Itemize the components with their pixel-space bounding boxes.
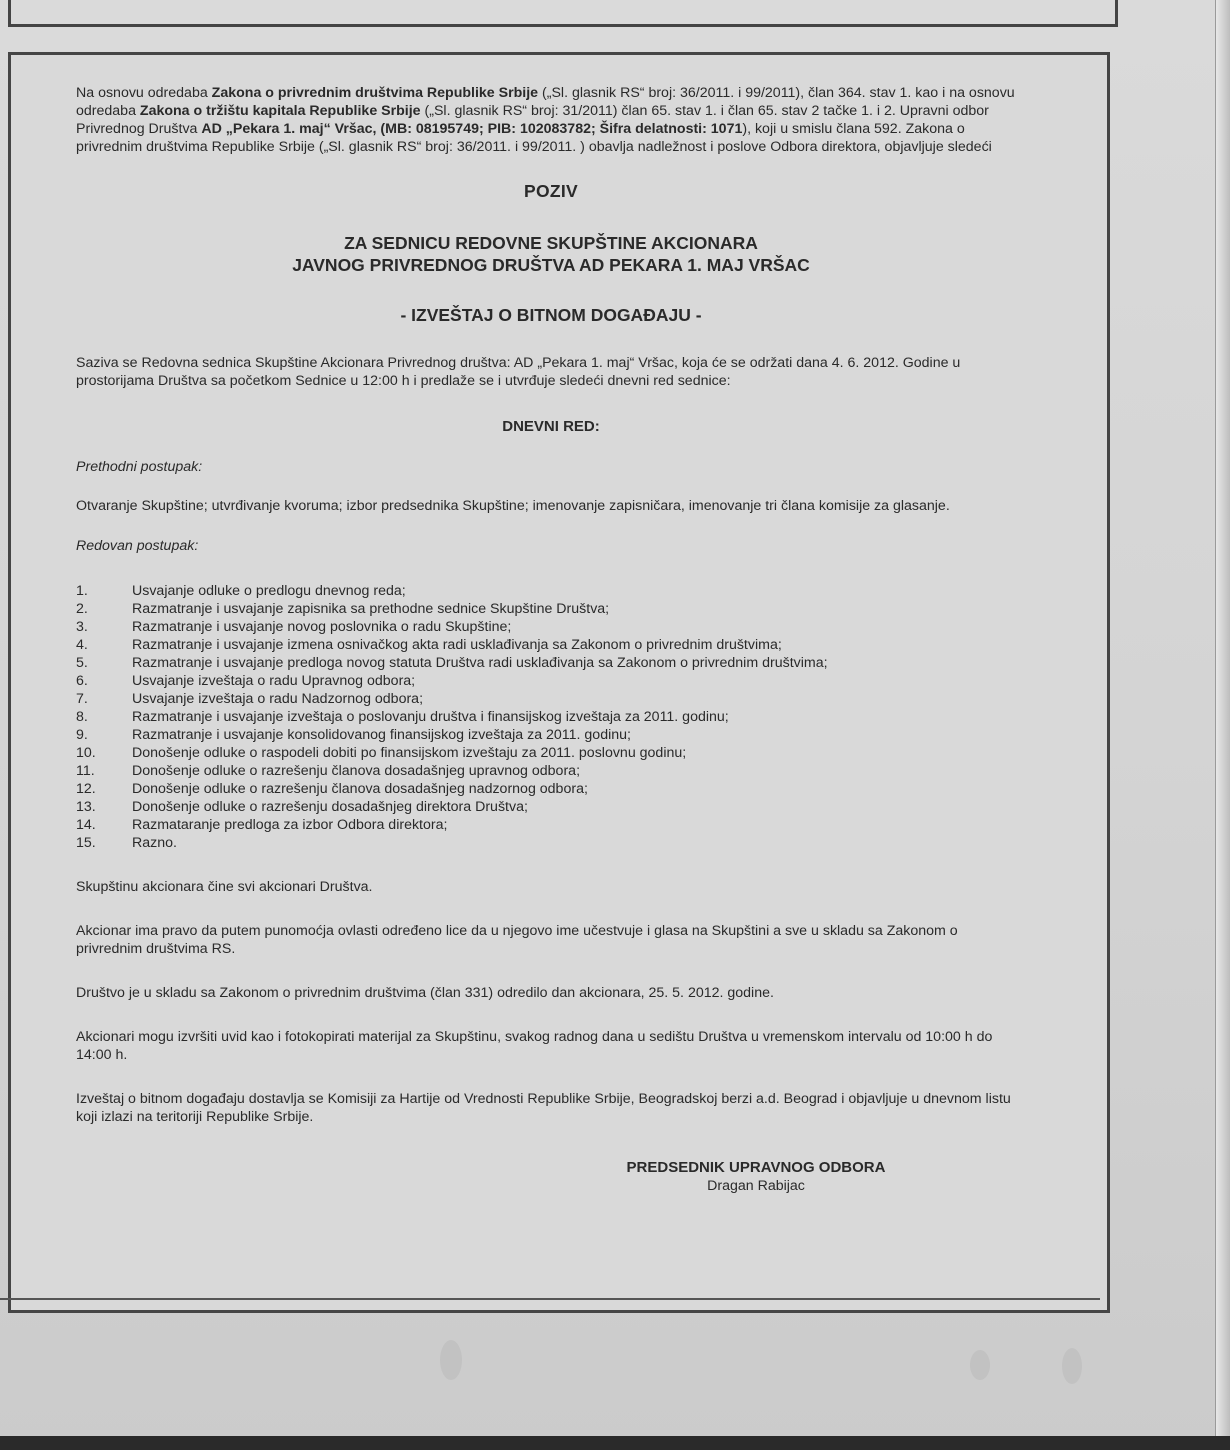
agenda-item — [76, 816, 1026, 834]
agenda-item — [76, 600, 1026, 618]
agenda-item-text: Razmatranje i usvajanje izmena osnivačkog akta radi usklađivanja sa Zakonom o privrednim društvima; — [132, 637, 782, 653]
agenda-item-number: 11. — [76, 763, 95, 779]
agenda-item-text: Donošenje odluke o razrešenju dosadašnjeg direktora Društva; — [132, 799, 528, 815]
intro-bold-law: Zakona o tržištu kapitala Republike Srbije — [139, 103, 421, 119]
agenda-item — [76, 636, 1026, 654]
prethodni-text: Otvaranje Skupštine; utvrđivanje kvoruma; izbor predsednika Skupštine; imenovanje zapisničara, imenovanje tri člana komisije za glasanje. — [76, 498, 950, 514]
page-edge — [1215, 0, 1230, 1450]
agenda-item-number: 9. — [76, 727, 88, 743]
intro-text: Na osnovu odredaba — [76, 85, 212, 101]
agenda-item-number: 10. — [76, 745, 96, 761]
intro-paragraph — [76, 84, 1026, 156]
agenda-item-text: Usvajanje izveštaja o radu Upravnog odbora; — [132, 673, 416, 689]
paper-mark — [970, 1350, 990, 1380]
agenda-item-text: Razmatranje i usvajanje konsolidovanog finansijskog izveštaja za 2011. godinu; — [132, 727, 631, 743]
paper-mark — [440, 1340, 462, 1380]
signature-block — [516, 1159, 996, 1195]
title-line-1: ZA SEDNICU REDOVNE SKUPŠTINE AKCIONARA — [344, 233, 758, 253]
agenda-item — [76, 690, 1026, 708]
agenda-item-text: Razmataranje predloga za izbor Odbora direktora; — [132, 817, 448, 833]
intro-text: ), koji u smislu člana 592. Zakona o privrednim društvima Republike Srbije („Sl. glasnik RS“ broj: 36/2011. i 99/2011. ) obavlja nadležnost i poslove Odbora direktora, objavljuje sledeći — [76, 121, 992, 155]
paragraph-materials: Akcionari mogu izvršiti uvid kao i fotokopirati materijal za Skupštinu, svakog radnog dana u sedištu Društva u vremenskom intervalu od 10:00 h do 14:00 h. — [76, 1029, 993, 1063]
agenda-item — [76, 726, 1026, 744]
intro-bold-company: AD „Pekara 1. maj“ Vršac, (MB: 08195749; PIB: 102083782; Šifra delatnosti: 1071 — [201, 121, 743, 137]
agenda-item — [76, 780, 1026, 798]
agenda-item-text: Usvajanje odluke o predlogu dnevnog reda; — [132, 583, 406, 599]
agenda-item — [76, 618, 1026, 636]
redovan-label: Redovan postupak: — [76, 538, 199, 554]
agenda-item-text: Razmatranje i usvajanje zapisnika sa prethodne sednice Skupštine Društva; — [132, 601, 610, 617]
agenda-item-number: 2. — [76, 601, 88, 617]
agenda-item — [76, 798, 1026, 816]
announcement-content — [76, 84, 1026, 1195]
signature-name: Dragan Rabijac — [707, 1178, 805, 1194]
agenda-item-number: 13. — [76, 799, 96, 815]
agenda-item-number: 3. — [76, 619, 88, 635]
convocation-paragraph: Saziva se Redovna sednica Skupštine Akcionara Privrednog društva: AD „Pekara 1. maj“ Vršac, koja će se održati dana 4. 6. 2012. Godine u prostorijama Društva sa početkom Sednice u 12:00 h i predlaže se i utvrđuje sledeći dnevni red sednice: — [76, 355, 961, 389]
agenda-item-number: 14. — [76, 817, 96, 833]
agenda-item — [76, 672, 1026, 690]
agenda-heading: DNEVNI RED: — [502, 418, 600, 435]
agenda-item-number: 12. — [76, 781, 96, 797]
scan-bottom-edge — [0, 1436, 1230, 1450]
agenda-item-text: Donošenje odluke o razrešenju članova dosadašnjeg nadzornog odbora; — [132, 781, 588, 797]
agenda-item-number: 4. — [76, 637, 88, 653]
title-izvestaj: - IZVEŠTAJ O BITNOM DOGAĐAJU - — [400, 305, 702, 325]
agenda-item-text: Razmatranje i usvajanje izveštaja o poslovanju društva i finansijskog izveštaja za 2011. godinu; — [132, 709, 729, 725]
agenda-item-text: Donošenje odluke o razrešenju članova dosadašnjeg upravnog odbora; — [132, 763, 581, 779]
agenda-item — [76, 744, 1026, 762]
paragraph-record-date: Društvo je u skladu sa Zakonom o privrednim društvima (član 331) odredilo dan akcionara, 25. 5. 2012. godine. — [76, 985, 774, 1001]
title-session — [76, 232, 1026, 276]
agenda-item-text: Razno. — [132, 835, 177, 851]
bottom-rule — [0, 1298, 1100, 1300]
agenda-item-number: 6. — [76, 673, 88, 689]
paragraph-proxy: Akcionar ima pravo da putem punomoćja ovlasti određeno lice da u njegovo ime učestvuje i glasa na Skupštini a sve u skladu sa Zakonom o privrednim društvima RS. — [76, 923, 958, 957]
prethodni-label: Prethodni postupak: — [76, 459, 203, 475]
agenda-item-number: 1. — [76, 583, 88, 599]
agenda-item — [76, 582, 1026, 600]
intro-text: („Sl. glasnik RS“ broj: 31/2011) član 65. stav 1. i član 65. stav 2 tačke 1. i 2. Upravni odbor Privrednog Društva — [76, 103, 989, 137]
title-poziv: POZIV — [523, 181, 578, 201]
agenda-item — [76, 834, 1026, 852]
title-line-2: JAVNOG PRIVREDNOG DRUŠTVA AD PEKARA 1. MAJ VRŠAC — [292, 255, 810, 275]
agenda-item — [76, 654, 1026, 672]
agenda-item — [76, 762, 1026, 780]
paragraph-shareholders: Skupštinu akcionara čine svi akcionari Društva. — [76, 879, 373, 895]
previous-ad-border — [8, 0, 1118, 27]
agenda-item-number: 8. — [76, 709, 88, 725]
agenda-item — [76, 708, 1026, 726]
agenda-item-number: 5. — [76, 655, 88, 671]
paragraph-report: Izveštaj o bitnom događaju dostavlja se Komisiji za Hartije od Vrednosti Republike Srbije, Beogradskoj berzi a.d. Beograd i objavljuje u dnevnom listu koji izlazi na teritoriji Republike Srbije. — [76, 1091, 1011, 1125]
agenda-item-text: Donošenje odluke o raspodeli dobiti po finansijskom izveštaju za 2011. poslovnu godinu; — [132, 745, 687, 761]
intro-text: („Sl. glasnik RS“ broj: 36/2011. i 99/2011), član 364. stav 1. kao i na osnovu odredaba — [76, 85, 1015, 119]
intro-bold-law: Zakona o privrednim društvima Republike Srbije — [211, 85, 539, 101]
agenda-item-text: Razmatranje i usvajanje novog poslovnika o radu Skupštine; — [132, 619, 512, 635]
agenda-item-text: Razmatranje i usvajanje predloga novog statuta Društva radi usklađivanja sa Zakonom o privrednim društvima; — [132, 655, 828, 671]
signature-role: PREDSEDNIK UPRAVNOG ODBORA — [626, 1159, 886, 1176]
paper-mark — [1062, 1348, 1082, 1384]
agenda-list — [76, 582, 1026, 852]
agenda-item-text: Usvajanje izveštaja o radu Nadzornog odbora; — [132, 691, 424, 707]
agenda-item-number: 7. — [76, 691, 88, 707]
agenda-item-number: 15. — [76, 835, 96, 851]
